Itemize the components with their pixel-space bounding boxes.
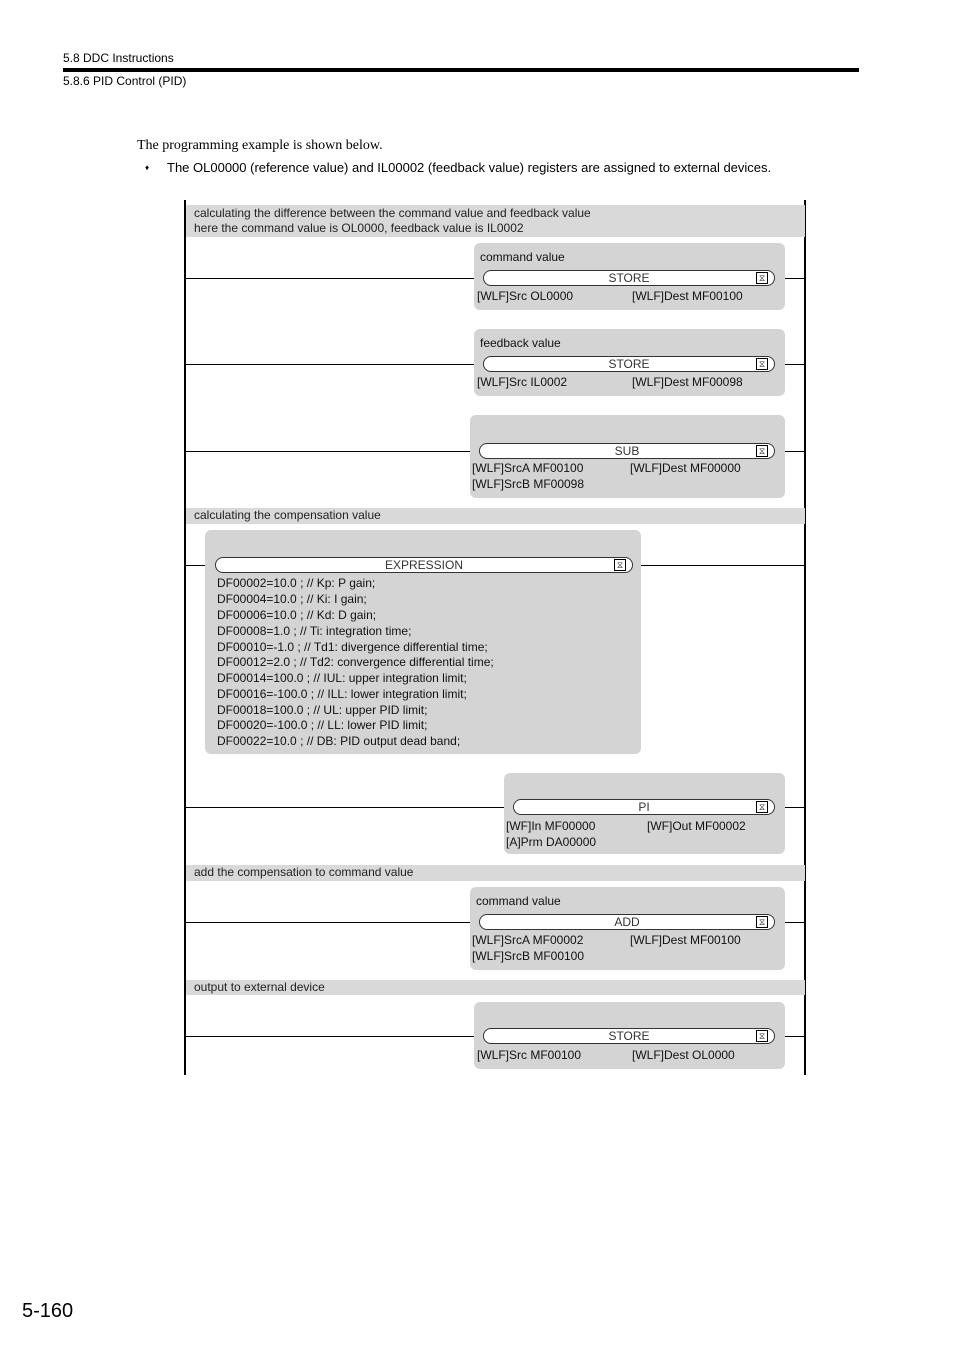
expression-line: DF00014=100.0 ; // IUL: upper integration limit;	[217, 671, 467, 685]
store-block-command[interactable]	[474, 243, 785, 310]
right-power-rail	[804, 200, 806, 1075]
rung-line	[186, 922, 478, 923]
pi-block[interactable]	[504, 773, 785, 854]
block-caption: command value	[476, 894, 561, 908]
block-arg: [WLF]SrcB MF00100	[472, 949, 585, 963]
block-arg: [WLF]Dest MF00100	[632, 289, 743, 303]
section-comment-line-2: here the command value is OL0000, feedback value is IL0002	[194, 221, 524, 235]
section-comment-output: output to external device	[186, 980, 805, 995]
expression-line: DF00002=10.0 ; // Kp: P gain;	[217, 576, 376, 590]
block-caption: command value	[480, 250, 565, 264]
function-name: EXPRESSION	[384, 558, 464, 572]
hourglass-icon[interactable]: ⧖	[756, 445, 768, 457]
function-bar[interactable]	[215, 557, 633, 573]
expression-line: DF00006=10.0 ; // Kd: D gain;	[217, 608, 377, 622]
section-comment-difference	[186, 205, 805, 237]
block-arg: [WLF]SrcA MF00100	[472, 461, 584, 475]
rung-line	[186, 807, 513, 808]
function-bar[interactable]	[483, 356, 775, 372]
intro-text: The programming example is shown below.	[137, 138, 383, 153]
block-arg: [WLF]Src OL0000	[477, 289, 574, 303]
left-power-rail	[184, 200, 186, 1075]
function-bar[interactable]	[513, 799, 775, 815]
expression-line: DF00020=-100.0 ; // LL: lower PID limit;	[217, 718, 428, 732]
expression-line: DF00004=10.0 ; // Ki: I gain;	[217, 592, 367, 606]
hourglass-icon[interactable]: ⧖	[756, 801, 768, 813]
rung-line	[186, 1036, 483, 1037]
expression-line: DF00008=1.0 ; // Ti: integration time;	[217, 624, 412, 638]
function-name: SUB	[614, 444, 640, 458]
function-name: ADD	[614, 915, 640, 929]
expression-line: DF00010=-1.0 ; // Td1: divergence differential time;	[217, 640, 488, 654]
header-subsection: 5.8.6 PID Control (PID)	[63, 74, 187, 88]
block-arg: [WLF]Dest MF00000	[630, 461, 741, 475]
function-bar[interactable]	[483, 270, 775, 286]
add-block[interactable]	[470, 887, 785, 970]
block-arg: [WLF]Src IL0002	[477, 375, 568, 389]
block-arg: [WLF]Dest OL0000	[632, 1048, 735, 1062]
block-arg: [WF]Out MF00002	[647, 819, 746, 833]
header-section: 5.8 DDC Instructions	[63, 51, 174, 65]
expression-line: DF00018=100.0 ; // UL: upper PID limit;	[217, 703, 428, 717]
expression-block[interactable]	[205, 530, 641, 754]
expression-line: DF00022=10.0 ; // DB: PID output dead band;	[217, 734, 461, 748]
hourglass-icon[interactable]: ⧖	[756, 916, 768, 928]
function-bar[interactable]	[483, 1028, 775, 1044]
page-number: 5-160	[22, 1300, 74, 1322]
block-arg: [WLF]Dest MF00098	[632, 375, 743, 389]
function-name: STORE	[608, 1029, 650, 1043]
block-arg: [A]Prm DA00000	[506, 835, 597, 849]
expression-line: DF00016=-100.0 ; // ILL: lower integration limit;	[217, 687, 467, 701]
bullet-text: The OL00000 (reference value) and IL00002 (feedback value) registers are assigned to external devices.	[167, 160, 772, 175]
section-comment-compensation: calculating the compensation value	[186, 508, 805, 524]
function-bar[interactable]	[479, 914, 775, 930]
store-block-output[interactable]	[474, 1002, 785, 1069]
block-caption: feedback value	[480, 336, 561, 350]
function-name: PI	[638, 800, 650, 814]
rung-line	[632, 565, 805, 566]
hourglass-icon[interactable]: ⧖	[756, 272, 768, 284]
store-block-feedback[interactable]	[474, 329, 785, 396]
rung-line	[186, 451, 478, 452]
hourglass-icon[interactable]: ⧖	[756, 1030, 768, 1042]
block-arg: [WF]In MF00000	[506, 819, 596, 833]
section-comment-add: add the compensation to command value	[186, 865, 805, 881]
block-arg: [WLF]SrcB MF00098	[472, 477, 585, 491]
function-name: STORE	[608, 271, 650, 285]
sub-block[interactable]	[470, 415, 785, 498]
hourglass-icon[interactable]: ⧖	[756, 358, 768, 370]
block-arg: [WLF]SrcA MF00002	[472, 933, 584, 947]
section-comment-line-1: calculating the difference between the command value and feedback value	[194, 206, 591, 220]
function-name: STORE	[608, 357, 650, 371]
block-arg: [WLF]Dest MF00100	[630, 933, 741, 947]
rung-line	[186, 364, 483, 365]
block-arg: [WLF]Src MF00100	[477, 1048, 582, 1062]
rung-line	[186, 278, 483, 279]
hourglass-icon[interactable]: ⧖	[614, 559, 626, 571]
bullet-icon: ♦	[145, 163, 150, 172]
expression-line: DF00012=2.0 ; // Td2: convergence differential time;	[217, 655, 494, 669]
function-bar[interactable]	[479, 443, 775, 459]
